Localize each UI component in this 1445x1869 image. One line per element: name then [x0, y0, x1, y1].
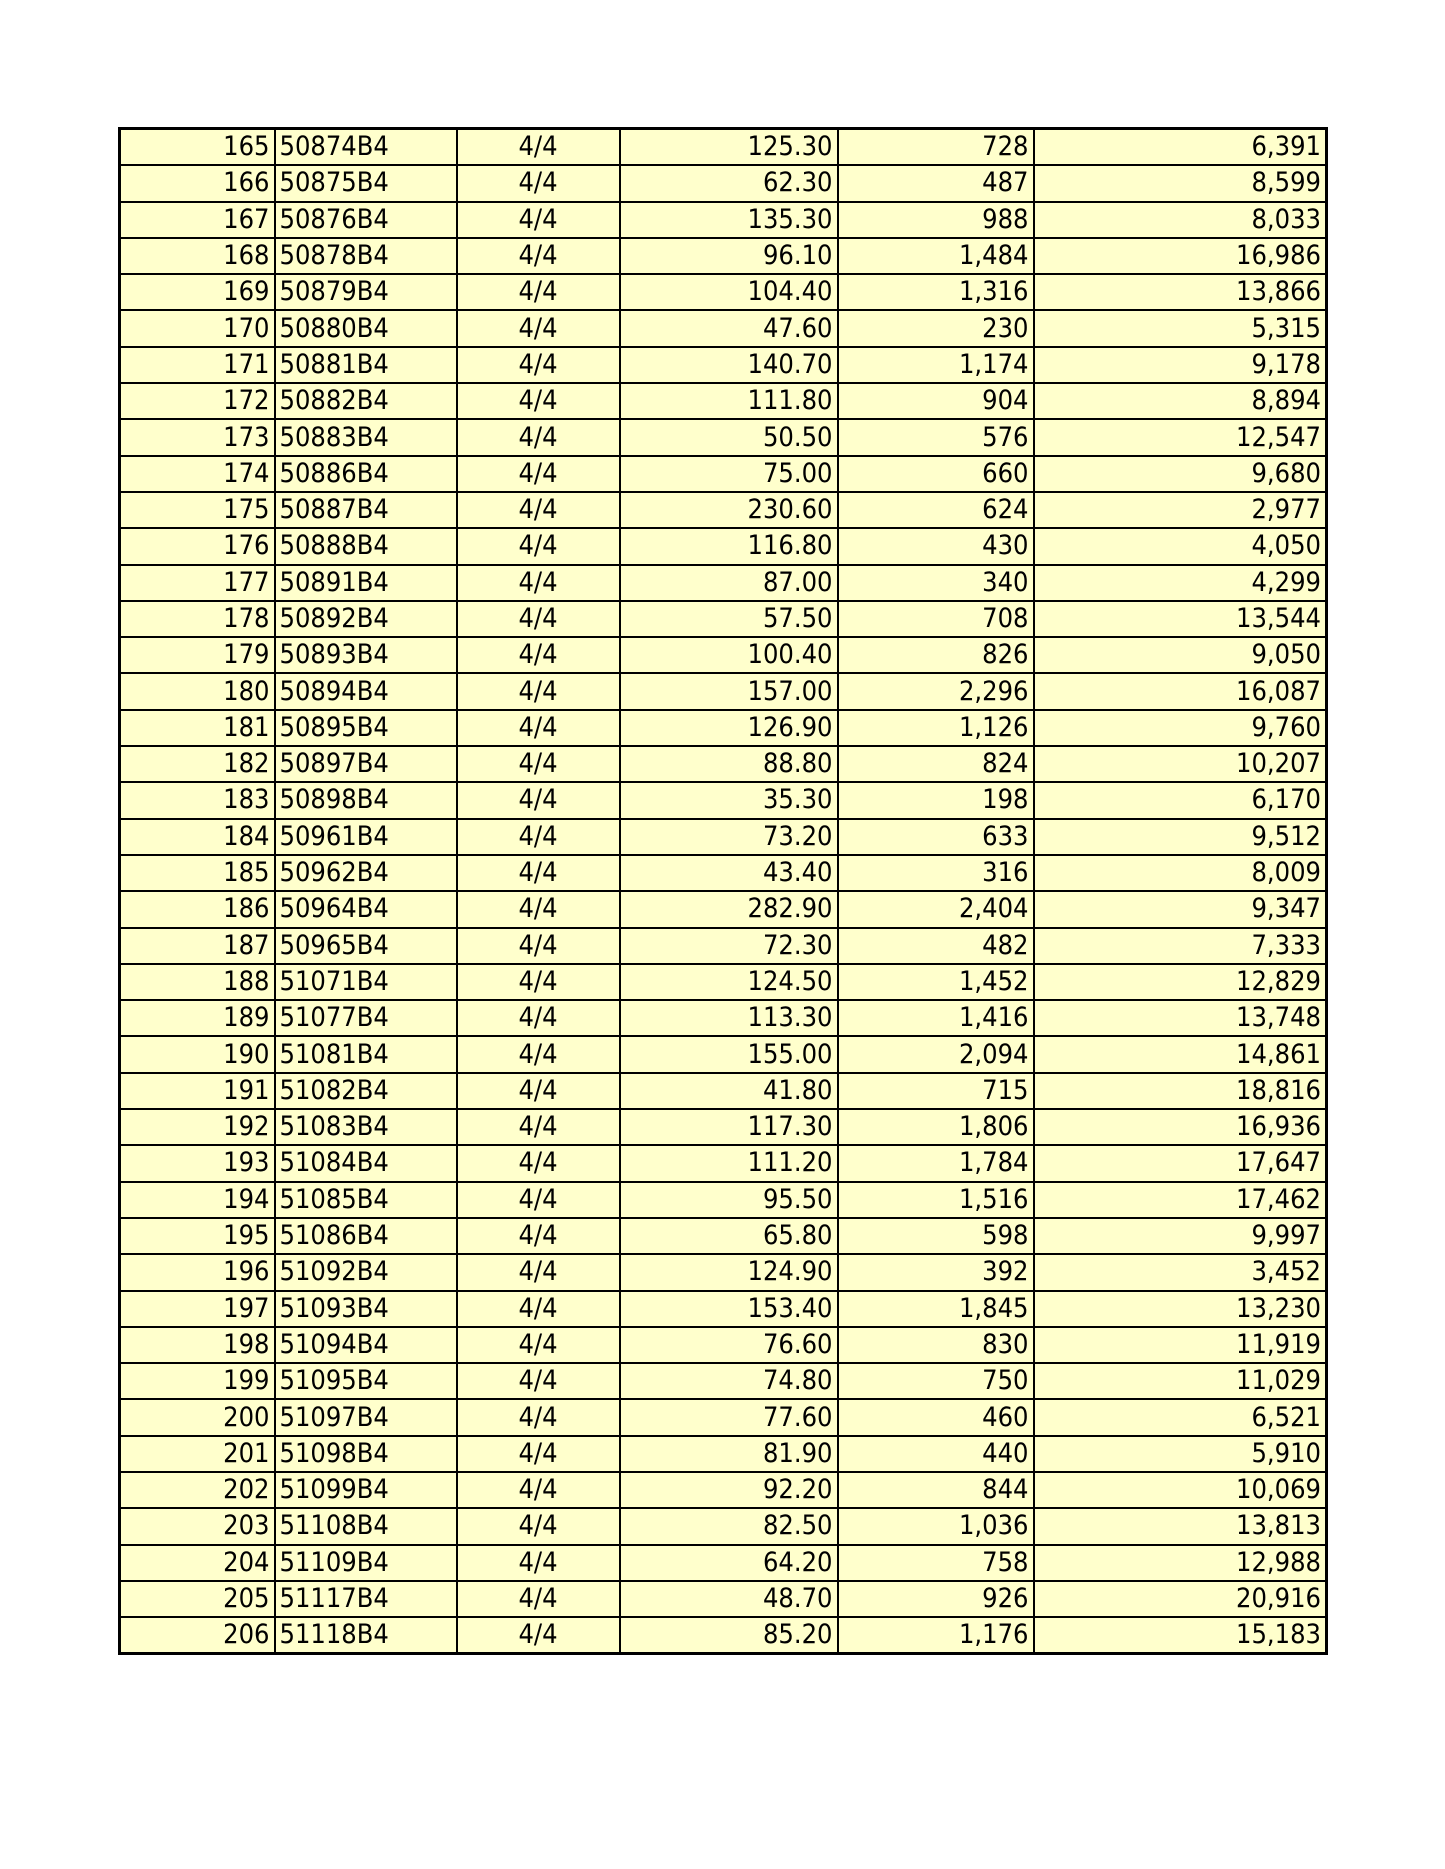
value-b-cell: 824 [838, 746, 1034, 782]
table-row [120, 1327, 1327, 1363]
value-c-cell: 9,760 [1034, 710, 1327, 746]
row-number-cell: 197 [120, 1291, 275, 1327]
value-a-cell: 73.20 [620, 819, 838, 855]
table-row [120, 274, 1327, 310]
value-b-cell: 660 [838, 456, 1034, 492]
value-a-cell: 126.90 [620, 710, 838, 746]
value-a-cell: 81.90 [620, 1436, 838, 1472]
ratio-cell: 4/4 [457, 1617, 620, 1654]
ratio-cell: 4/4 [457, 456, 620, 492]
item-code-cell: 50965B4 [275, 928, 457, 964]
value-b-cell: 1,484 [838, 238, 1034, 274]
ratio-cell: 4/4 [457, 1581, 620, 1617]
value-a-cell: 157.00 [620, 673, 838, 709]
row-number-cell: 189 [120, 1000, 275, 1036]
value-c-cell: 6,391 [1034, 129, 1327, 166]
ratio-cell: 4/4 [457, 1472, 620, 1508]
ratio-cell: 4/4 [457, 528, 620, 564]
item-code-cell: 50887B4 [275, 492, 457, 528]
ratio-cell: 4/4 [457, 855, 620, 891]
table-row [120, 710, 1327, 746]
ratio-cell: 4/4 [457, 1363, 620, 1399]
value-c-cell: 16,986 [1034, 238, 1327, 274]
row-number-cell: 183 [120, 782, 275, 818]
value-c-cell: 9,050 [1034, 637, 1327, 673]
row-number-cell: 206 [120, 1617, 275, 1654]
value-c-cell: 11,029 [1034, 1363, 1327, 1399]
value-c-cell: 12,547 [1034, 419, 1327, 455]
value-a-cell: 50.50 [620, 419, 838, 455]
value-b-cell: 1,516 [838, 1182, 1034, 1218]
value-a-cell: 135.30 [620, 202, 838, 238]
value-b-cell: 1,806 [838, 1109, 1034, 1145]
value-b-cell: 598 [838, 1218, 1034, 1254]
value-b-cell: 1,126 [838, 710, 1034, 746]
value-b-cell: 440 [838, 1436, 1034, 1472]
table-row [120, 928, 1327, 964]
value-c-cell: 6,521 [1034, 1399, 1327, 1435]
item-code-cell: 50964B4 [275, 891, 457, 927]
value-c-cell: 13,748 [1034, 1000, 1327, 1036]
row-number-cell: 174 [120, 456, 275, 492]
ratio-cell: 4/4 [457, 274, 620, 310]
row-number-cell: 173 [120, 419, 275, 455]
value-b-cell: 1,416 [838, 1000, 1034, 1036]
table-row [120, 565, 1327, 601]
ratio-cell: 4/4 [457, 1399, 620, 1435]
value-a-cell: 92.20 [620, 1472, 838, 1508]
value-b-cell: 844 [838, 1472, 1034, 1508]
row-number-cell: 166 [120, 165, 275, 201]
value-a-cell: 153.40 [620, 1291, 838, 1327]
row-number-cell: 175 [120, 492, 275, 528]
row-number-cell: 188 [120, 964, 275, 1000]
item-code-cell: 51077B4 [275, 1000, 457, 1036]
table-row [120, 1254, 1327, 1290]
value-a-cell: 96.10 [620, 238, 838, 274]
value-a-cell: 95.50 [620, 1182, 838, 1218]
table-row [120, 855, 1327, 891]
ratio-cell: 4/4 [457, 819, 620, 855]
ratio-cell: 4/4 [457, 1291, 620, 1327]
row-number-cell: 190 [120, 1036, 275, 1072]
item-code-cell: 51098B4 [275, 1436, 457, 1472]
row-number-cell: 203 [120, 1508, 275, 1544]
value-c-cell: 12,829 [1034, 964, 1327, 1000]
value-c-cell: 5,910 [1034, 1436, 1327, 1472]
row-number-cell: 165 [120, 129, 275, 166]
item-code-cell: 50895B4 [275, 710, 457, 746]
value-b-cell: 1,036 [838, 1508, 1034, 1544]
value-b-cell: 728 [838, 129, 1034, 166]
ratio-cell: 4/4 [457, 1073, 620, 1109]
ratio-cell: 4/4 [457, 637, 620, 673]
row-number-cell: 184 [120, 819, 275, 855]
value-b-cell: 1,174 [838, 347, 1034, 383]
value-b-cell: 715 [838, 1073, 1034, 1109]
table-row [120, 165, 1327, 201]
table-row [120, 964, 1327, 1000]
item-code-cell: 50880B4 [275, 310, 457, 346]
value-a-cell: 62.30 [620, 165, 838, 201]
value-a-cell: 104.40 [620, 274, 838, 310]
table-row [120, 819, 1327, 855]
value-a-cell: 88.80 [620, 746, 838, 782]
item-code-cell: 51108B4 [275, 1508, 457, 1544]
value-c-cell: 9,512 [1034, 819, 1327, 855]
row-number-cell: 191 [120, 1073, 275, 1109]
table-row [120, 601, 1327, 637]
item-code-cell: 50891B4 [275, 565, 457, 601]
row-number-cell: 176 [120, 528, 275, 564]
value-a-cell: 43.40 [620, 855, 838, 891]
value-b-cell: 487 [838, 165, 1034, 201]
table-row [120, 1036, 1327, 1072]
row-number-cell: 186 [120, 891, 275, 927]
ratio-cell: 4/4 [457, 1436, 620, 1472]
row-number-cell: 167 [120, 202, 275, 238]
item-code-cell: 51093B4 [275, 1291, 457, 1327]
table-row [120, 1508, 1327, 1544]
table-body [120, 129, 1327, 1654]
item-code-cell: 51099B4 [275, 1472, 457, 1508]
value-c-cell: 4,299 [1034, 565, 1327, 601]
ratio-cell: 4/4 [457, 129, 620, 166]
value-c-cell: 8,894 [1034, 383, 1327, 419]
table-row [120, 746, 1327, 782]
item-code-cell: 51083B4 [275, 1109, 457, 1145]
ratio-cell: 4/4 [457, 710, 620, 746]
value-c-cell: 13,866 [1034, 274, 1327, 310]
value-a-cell: 85.20 [620, 1617, 838, 1654]
table-row [120, 1399, 1327, 1435]
table-row [120, 1182, 1327, 1218]
value-a-cell: 47.60 [620, 310, 838, 346]
row-number-cell: 200 [120, 1399, 275, 1435]
table-row [120, 637, 1327, 673]
value-c-cell: 5,315 [1034, 310, 1327, 346]
ratio-cell: 4/4 [457, 419, 620, 455]
value-a-cell: 35.30 [620, 782, 838, 818]
item-code-cell: 50882B4 [275, 383, 457, 419]
value-b-cell: 430 [838, 528, 1034, 564]
ratio-cell: 4/4 [457, 1109, 620, 1145]
item-code-cell: 50888B4 [275, 528, 457, 564]
value-b-cell: 708 [838, 601, 1034, 637]
value-b-cell: 2,296 [838, 673, 1034, 709]
ratio-cell: 4/4 [457, 673, 620, 709]
item-code-cell: 51082B4 [275, 1073, 457, 1109]
value-c-cell: 8,033 [1034, 202, 1327, 238]
table-row [120, 1109, 1327, 1145]
value-a-cell: 75.00 [620, 456, 838, 492]
value-b-cell: 576 [838, 419, 1034, 455]
value-c-cell: 13,544 [1034, 601, 1327, 637]
value-a-cell: 77.60 [620, 1399, 838, 1435]
value-a-cell: 41.80 [620, 1073, 838, 1109]
table-row [120, 1073, 1327, 1109]
value-a-cell: 65.80 [620, 1218, 838, 1254]
value-c-cell: 17,647 [1034, 1145, 1327, 1181]
value-b-cell: 460 [838, 1399, 1034, 1435]
ratio-cell: 4/4 [457, 601, 620, 637]
row-number-cell: 171 [120, 347, 275, 383]
value-a-cell: 113.30 [620, 1000, 838, 1036]
value-b-cell: 830 [838, 1327, 1034, 1363]
ratio-cell: 4/4 [457, 1508, 620, 1544]
value-c-cell: 3,452 [1034, 1254, 1327, 1290]
value-a-cell: 282.90 [620, 891, 838, 927]
value-a-cell: 117.30 [620, 1109, 838, 1145]
row-number-cell: 180 [120, 673, 275, 709]
table-row [120, 1436, 1327, 1472]
value-a-cell: 125.30 [620, 129, 838, 166]
value-c-cell: 10,069 [1034, 1472, 1327, 1508]
value-c-cell: 13,230 [1034, 1291, 1327, 1327]
item-code-cell: 51092B4 [275, 1254, 457, 1290]
value-b-cell: 826 [838, 637, 1034, 673]
value-c-cell: 2,977 [1034, 492, 1327, 528]
ratio-cell: 4/4 [457, 1327, 620, 1363]
row-number-cell: 193 [120, 1145, 275, 1181]
row-number-cell: 182 [120, 746, 275, 782]
table-row [120, 419, 1327, 455]
item-code-cell: 51071B4 [275, 964, 457, 1000]
item-code-cell: 50874B4 [275, 129, 457, 166]
value-b-cell: 1,176 [838, 1617, 1034, 1654]
value-a-cell: 82.50 [620, 1508, 838, 1544]
row-number-cell: 187 [120, 928, 275, 964]
table-row [120, 528, 1327, 564]
value-c-cell: 8,009 [1034, 855, 1327, 891]
ratio-cell: 4/4 [457, 1145, 620, 1181]
table-row [120, 1000, 1327, 1036]
value-a-cell: 124.90 [620, 1254, 838, 1290]
value-a-cell: 48.70 [620, 1581, 838, 1617]
value-b-cell: 926 [838, 1581, 1034, 1617]
value-b-cell: 1,784 [838, 1145, 1034, 1181]
value-a-cell: 111.80 [620, 383, 838, 419]
value-b-cell: 482 [838, 928, 1034, 964]
row-number-cell: 172 [120, 383, 275, 419]
value-a-cell: 155.00 [620, 1036, 838, 1072]
row-number-cell: 204 [120, 1545, 275, 1581]
value-b-cell: 230 [838, 310, 1034, 346]
value-c-cell: 11,919 [1034, 1327, 1327, 1363]
value-c-cell: 4,050 [1034, 528, 1327, 564]
item-code-cell: 50893B4 [275, 637, 457, 673]
row-number-cell: 196 [120, 1254, 275, 1290]
value-b-cell: 392 [838, 1254, 1034, 1290]
row-number-cell: 181 [120, 710, 275, 746]
table-row [120, 1617, 1327, 1654]
ratio-cell: 4/4 [457, 310, 620, 346]
row-number-cell: 185 [120, 855, 275, 891]
ratio-cell: 4/4 [457, 565, 620, 601]
value-a-cell: 74.80 [620, 1363, 838, 1399]
value-a-cell: 111.20 [620, 1145, 838, 1181]
table-row [120, 782, 1327, 818]
table-row [120, 1472, 1327, 1508]
row-number-cell: 178 [120, 601, 275, 637]
value-b-cell: 1,316 [838, 274, 1034, 310]
item-code-cell: 51109B4 [275, 1545, 457, 1581]
row-number-cell: 179 [120, 637, 275, 673]
ratio-cell: 4/4 [457, 746, 620, 782]
row-number-cell: 195 [120, 1218, 275, 1254]
value-b-cell: 758 [838, 1545, 1034, 1581]
ratio-cell: 4/4 [457, 1545, 620, 1581]
row-number-cell: 168 [120, 238, 275, 274]
value-a-cell: 64.20 [620, 1545, 838, 1581]
item-code-cell: 50892B4 [275, 601, 457, 637]
row-number-cell: 198 [120, 1327, 275, 1363]
value-a-cell: 76.60 [620, 1327, 838, 1363]
table-row [120, 456, 1327, 492]
ratio-cell: 4/4 [457, 1254, 620, 1290]
item-code-cell: 51118B4 [275, 1617, 457, 1654]
row-number-cell: 201 [120, 1436, 275, 1472]
value-b-cell: 624 [838, 492, 1034, 528]
table-row [120, 238, 1327, 274]
value-c-cell: 16,936 [1034, 1109, 1327, 1145]
item-code-cell: 50878B4 [275, 238, 457, 274]
item-code-cell: 51085B4 [275, 1182, 457, 1218]
item-code-cell: 50879B4 [275, 274, 457, 310]
value-c-cell: 10,207 [1034, 746, 1327, 782]
value-a-cell: 87.00 [620, 565, 838, 601]
table-row [120, 129, 1327, 166]
table-row [120, 202, 1327, 238]
value-b-cell: 904 [838, 383, 1034, 419]
value-c-cell: 13,813 [1034, 1508, 1327, 1544]
value-b-cell: 2,094 [838, 1036, 1034, 1072]
value-c-cell: 20,916 [1034, 1581, 1327, 1617]
value-c-cell: 8,599 [1034, 165, 1327, 201]
ratio-cell: 4/4 [457, 964, 620, 1000]
row-number-cell: 205 [120, 1581, 275, 1617]
ratio-cell: 4/4 [457, 782, 620, 818]
value-c-cell: 6,170 [1034, 782, 1327, 818]
value-a-cell: 100.40 [620, 637, 838, 673]
value-b-cell: 633 [838, 819, 1034, 855]
value-b-cell: 1,845 [838, 1291, 1034, 1327]
item-code-cell: 50876B4 [275, 202, 457, 238]
table-row [120, 1545, 1327, 1581]
value-a-cell: 116.80 [620, 528, 838, 564]
value-a-cell: 140.70 [620, 347, 838, 383]
table-row [120, 383, 1327, 419]
item-code-cell: 50962B4 [275, 855, 457, 891]
item-code-cell: 51081B4 [275, 1036, 457, 1072]
ratio-cell: 4/4 [457, 165, 620, 201]
value-c-cell: 14,861 [1034, 1036, 1327, 1072]
item-code-cell: 50881B4 [275, 347, 457, 383]
value-c-cell: 7,333 [1034, 928, 1327, 964]
value-a-cell: 72.30 [620, 928, 838, 964]
item-code-cell: 50897B4 [275, 746, 457, 782]
value-c-cell: 12,988 [1034, 1545, 1327, 1581]
ratio-cell: 4/4 [457, 383, 620, 419]
item-code-cell: 51086B4 [275, 1218, 457, 1254]
row-number-cell: 202 [120, 1472, 275, 1508]
value-a-cell: 124.50 [620, 964, 838, 1000]
table-row [120, 1363, 1327, 1399]
ratio-cell: 4/4 [457, 928, 620, 964]
ratio-cell: 4/4 [457, 347, 620, 383]
ratio-cell: 4/4 [457, 238, 620, 274]
value-c-cell: 15,183 [1034, 1617, 1327, 1654]
table-row [120, 310, 1327, 346]
value-c-cell: 17,462 [1034, 1182, 1327, 1218]
table-row [120, 347, 1327, 383]
item-code-cell: 51094B4 [275, 1327, 457, 1363]
table-row [120, 1291, 1327, 1327]
value-c-cell: 9,680 [1034, 456, 1327, 492]
item-code-cell: 51117B4 [275, 1581, 457, 1617]
table-row [120, 1581, 1327, 1617]
value-b-cell: 2,404 [838, 891, 1034, 927]
item-code-cell: 51095B4 [275, 1363, 457, 1399]
ratio-cell: 4/4 [457, 1182, 620, 1218]
table-row [120, 673, 1327, 709]
value-b-cell: 316 [838, 855, 1034, 891]
value-c-cell: 16,087 [1034, 673, 1327, 709]
ratio-cell: 4/4 [457, 1000, 620, 1036]
row-number-cell: 169 [120, 274, 275, 310]
value-a-cell: 230.60 [620, 492, 838, 528]
value-b-cell: 1,452 [838, 964, 1034, 1000]
item-code-cell: 50961B4 [275, 819, 457, 855]
value-c-cell: 18,816 [1034, 1073, 1327, 1109]
value-b-cell: 750 [838, 1363, 1034, 1399]
value-b-cell: 988 [838, 202, 1034, 238]
row-number-cell: 170 [120, 310, 275, 346]
table-row [120, 891, 1327, 927]
item-code-cell: 50886B4 [275, 456, 457, 492]
item-code-cell: 51084B4 [275, 1145, 457, 1181]
ratio-cell: 4/4 [457, 891, 620, 927]
value-c-cell: 9,347 [1034, 891, 1327, 927]
row-number-cell: 194 [120, 1182, 275, 1218]
row-number-cell: 199 [120, 1363, 275, 1399]
row-number-cell: 177 [120, 565, 275, 601]
item-code-cell: 50875B4 [275, 165, 457, 201]
item-code-cell: 50883B4 [275, 419, 457, 455]
table-row [120, 492, 1327, 528]
value-c-cell: 9,997 [1034, 1218, 1327, 1254]
data-table [118, 127, 1328, 1655]
ratio-cell: 4/4 [457, 1218, 620, 1254]
item-code-cell: 50898B4 [275, 782, 457, 818]
table-row [120, 1218, 1327, 1254]
ratio-cell: 4/4 [457, 492, 620, 528]
item-code-cell: 50894B4 [275, 673, 457, 709]
ratio-cell: 4/4 [457, 1036, 620, 1072]
row-number-cell: 192 [120, 1109, 275, 1145]
table-row [120, 1145, 1327, 1181]
value-a-cell: 57.50 [620, 601, 838, 637]
value-b-cell: 198 [838, 782, 1034, 818]
value-b-cell: 340 [838, 565, 1034, 601]
item-code-cell: 51097B4 [275, 1399, 457, 1435]
ratio-cell: 4/4 [457, 202, 620, 238]
value-c-cell: 9,178 [1034, 347, 1327, 383]
